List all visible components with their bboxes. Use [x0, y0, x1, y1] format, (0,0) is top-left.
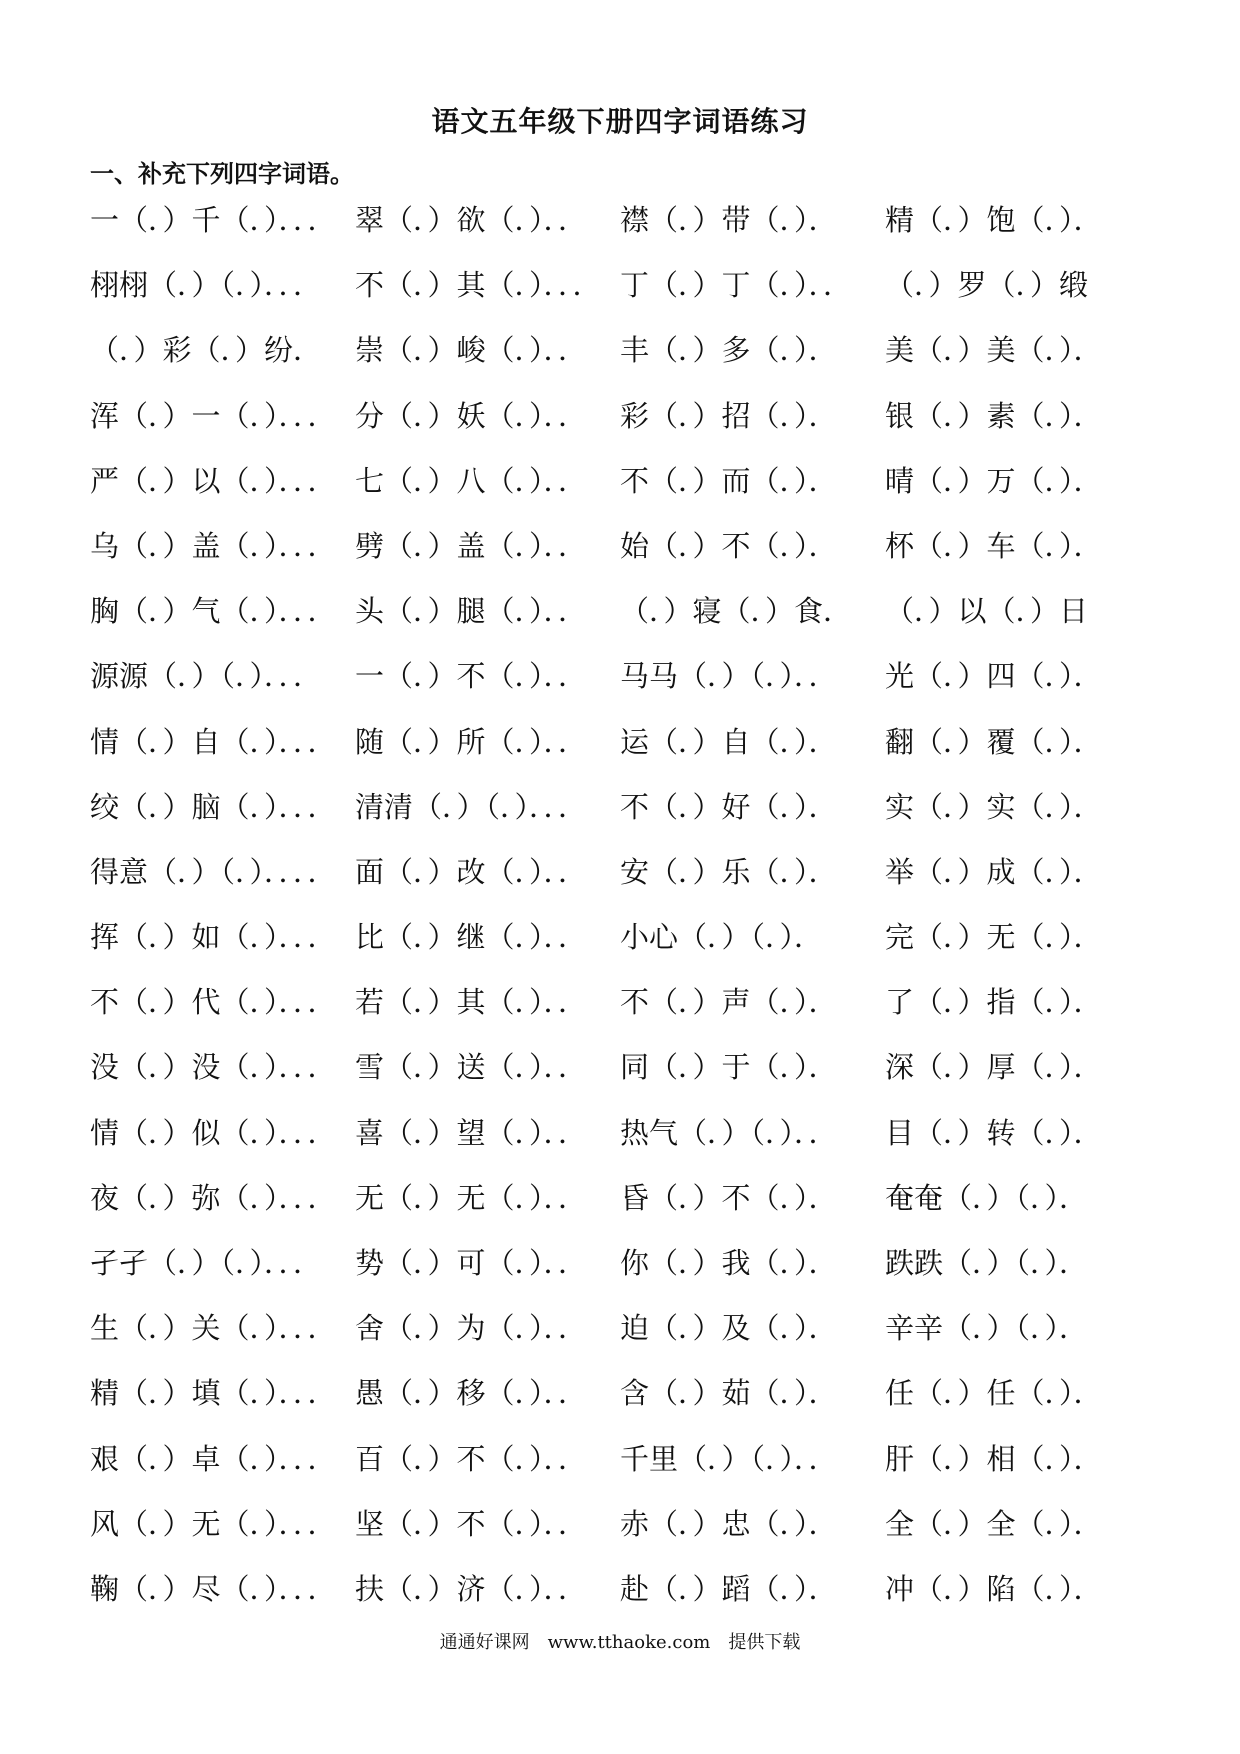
exercise-row — [0, 587, 1240, 652]
idiom-blank: 热气（．）（．）．． — [620, 1115, 838, 1150]
idiom-blank: 杯（．）车（．）． — [885, 528, 1103, 563]
idiom-blank: 跌跌（．）（．）． — [885, 1246, 1089, 1280]
page-title: 语文五年级下册四字词语练习 — [431, 105, 809, 138]
exercise-row — [0, 1174, 1240, 1239]
idiom-blank: 冲（．）陷（．）． — [885, 1571, 1103, 1606]
idiom-blank: （．）罗（．）缎 — [885, 268, 1089, 303]
exercise-row — [0, 1565, 1240, 1630]
exercise-row — [0, 522, 1240, 587]
idiom-blank: 扶（．）济（．）．． — [355, 1571, 588, 1606]
idiom-blank: （．）寝（．）食． — [620, 594, 853, 629]
idiom-blank: 精（．）填（．）．．． — [90, 1376, 337, 1411]
exercise-row — [0, 652, 1240, 717]
idiom-blank: 精（．）饱（．）． — [885, 203, 1103, 237]
idiom-blank: 头（．）腿（．）．． — [355, 594, 588, 629]
idiom-blank: 栩栩（．）（．）．．． — [90, 268, 323, 303]
idiom-blank: 浑（．）一（．）．．． — [90, 398, 337, 433]
idiom-blank: 丰（．）多（．）． — [620, 333, 838, 368]
exercise-row — [0, 1109, 1240, 1174]
exercise-row — [0, 978, 1240, 1043]
idiom-blank: 晴（．）万（．）． — [885, 463, 1103, 498]
idiom-blank: 坚（．）不（．）．． — [355, 1506, 588, 1541]
idiom-blank: 不（．）而（．）． — [620, 463, 838, 498]
idiom-blank: 翻（．）覆（．）． — [885, 724, 1103, 759]
idiom-blank: 乌（．）盖（．）．．． — [90, 528, 337, 563]
idiom-blank: 雪（．）送（．）．． — [355, 1050, 588, 1085]
idiom-blank: 没（．）没（．）．．． — [90, 1050, 337, 1085]
exercise-row — [0, 783, 1240, 848]
idiom-blank: （．）彩（．）纷． — [90, 333, 323, 368]
idiom-blank: 劈（．）盖（．）．． — [355, 528, 588, 563]
idiom-blank: 赴（．）蹈（．）． — [620, 1571, 838, 1606]
idiom-exercise-list — [0, 196, 1240, 1630]
idiom-blank: 情（．）自（．）．．． — [90, 724, 337, 759]
idiom-blank: 百（．）不（．）．． — [355, 1441, 588, 1476]
idiom-blank: 目（．）转（．）． — [885, 1115, 1103, 1150]
exercise-row — [0, 457, 1240, 522]
idiom-blank: 源源（．）（．）．．． — [90, 659, 323, 694]
idiom-blank: 情（．）似（．）．．． — [90, 1115, 337, 1150]
idiom-blank: 迫（．）及（．）． — [620, 1311, 838, 1346]
idiom-blank: 昏（．）不（．）． — [620, 1180, 838, 1215]
idiom-blank: 举（．）成（．）． — [885, 854, 1103, 889]
idiom-blank: 襟（．）带（．）． — [620, 203, 838, 237]
idiom-blank: 你（．）我（．）． — [620, 1246, 838, 1280]
idiom-blank: （．）以（．）日 — [885, 594, 1089, 629]
idiom-blank: 绞（．）脑（．）．．． — [90, 789, 337, 824]
idiom-blank: 一（．）不（．）．． — [355, 659, 588, 694]
exercise-row — [0, 326, 1240, 391]
exercise-row — [0, 718, 1240, 783]
exercise-row — [0, 196, 1240, 261]
idiom-blank: 势（．）可（．）．． — [355, 1246, 588, 1280]
idiom-blank: 美（．）美（．）． — [885, 333, 1103, 368]
exercise-row — [0, 1435, 1240, 1500]
idiom-blank: 奄奄（．）（．）． — [885, 1180, 1089, 1215]
footer-source: 通通好课网 www.tthaoke.com 提供下载 — [439, 1632, 801, 1653]
idiom-blank: 风（．）无（．）．．． — [90, 1506, 337, 1541]
exercise-row — [0, 1239, 1240, 1304]
idiom-blank: 不（．）代（．）．．． — [90, 985, 337, 1020]
idiom-blank: 不（．）声（．）． — [620, 985, 838, 1020]
exercise-row — [0, 1304, 1240, 1369]
exercise-row — [0, 392, 1240, 457]
exercise-row — [0, 1043, 1240, 1108]
idiom-blank: 严（．）以（．）．．． — [90, 463, 337, 498]
idiom-blank: 无（．）无（．）．． — [355, 1180, 588, 1215]
idiom-blank: 翠（．）欲（．）．． — [355, 203, 588, 237]
idiom-blank: 丁（．）丁（．）．． — [620, 268, 853, 303]
idiom-blank: 一（．）千（．）．．． — [90, 203, 337, 237]
idiom-blank: 同（．）于（．）． — [620, 1050, 838, 1085]
idiom-blank: 艰（．）卓（．）．．． — [90, 1441, 337, 1476]
idiom-blank: 完（．）无（．）． — [885, 920, 1103, 955]
idiom-blank: 挥（．）如（．）．．． — [90, 920, 337, 955]
idiom-blank: 运（．）自（．）． — [620, 724, 838, 759]
exercise-row — [0, 848, 1240, 913]
idiom-blank: 愚（．）移（．）．． — [355, 1376, 588, 1411]
idiom-blank: 赤（．）忠（．）． — [620, 1506, 838, 1541]
idiom-blank: 崇（．）峻（．）．． — [355, 333, 588, 368]
idiom-blank: 安（．）乐（．）． — [620, 854, 838, 889]
section-heading: 一、补充下列四字词语。 — [90, 159, 354, 188]
idiom-blank: 得意（．）（．）．．．． — [90, 854, 337, 889]
idiom-blank: 分（．）妖（．）．． — [355, 398, 588, 433]
idiom-blank: 生（．）关（．）．．． — [90, 1311, 337, 1346]
idiom-blank: 彩（．）招（．）． — [620, 398, 838, 433]
idiom-blank: 若（．）其（．）．． — [355, 985, 588, 1020]
idiom-blank: 不（．）好（．）． — [620, 789, 838, 824]
exercise-row — [0, 261, 1240, 326]
idiom-blank: 辛辛（．）（．）． — [885, 1311, 1089, 1346]
idiom-blank: 了（．）指（．）． — [885, 985, 1103, 1020]
idiom-blank: 夜（．）弥（．）．．． — [90, 1180, 337, 1215]
exercise-row — [0, 1500, 1240, 1565]
idiom-blank: 小心（．）（．）． — [620, 920, 824, 955]
idiom-blank: 肝（．）相（．）． — [885, 1441, 1103, 1476]
idiom-blank: 舍（．）为（．）．． — [355, 1311, 588, 1346]
idiom-blank: 清清（．）（．）．．． — [355, 789, 588, 824]
exercise-row — [0, 1369, 1240, 1434]
idiom-blank: 全（．）全（．）． — [885, 1506, 1103, 1541]
idiom-blank: 随（．）所（．）．． — [355, 724, 588, 759]
idiom-blank: 不（．）其（．）．．． — [355, 268, 602, 303]
idiom-blank: 始（．）不（．）． — [620, 528, 838, 563]
idiom-blank: 深（．）厚（．）． — [885, 1050, 1103, 1085]
idiom-blank: 鞠（．）尽（．）．．． — [90, 1571, 337, 1606]
exercise-row — [0, 913, 1240, 978]
idiom-blank: 七（．）八（．）．． — [355, 463, 588, 498]
idiom-blank: 光（．）四（．）． — [885, 659, 1103, 694]
idiom-blank: 任（．）任（．）． — [885, 1376, 1103, 1411]
idiom-blank: 千里（．）（．）．． — [620, 1441, 838, 1476]
idiom-blank: 马马（．）（．）．． — [620, 659, 838, 694]
idiom-blank: 孑孑（．）（．）．．． — [90, 1246, 323, 1280]
idiom-blank: 银（．）素（．）． — [885, 398, 1103, 433]
idiom-blank: 喜（．）望（．）．． — [355, 1115, 588, 1150]
idiom-blank: 比（．）继（．）．． — [355, 920, 588, 955]
idiom-blank: 实（．）实（．）． — [885, 789, 1103, 824]
idiom-blank: 胸（．）气（．）．．． — [90, 594, 337, 629]
idiom-blank: 含（．）茹（．）． — [620, 1376, 838, 1411]
idiom-blank: 面（．）改（．）．． — [355, 854, 588, 889]
